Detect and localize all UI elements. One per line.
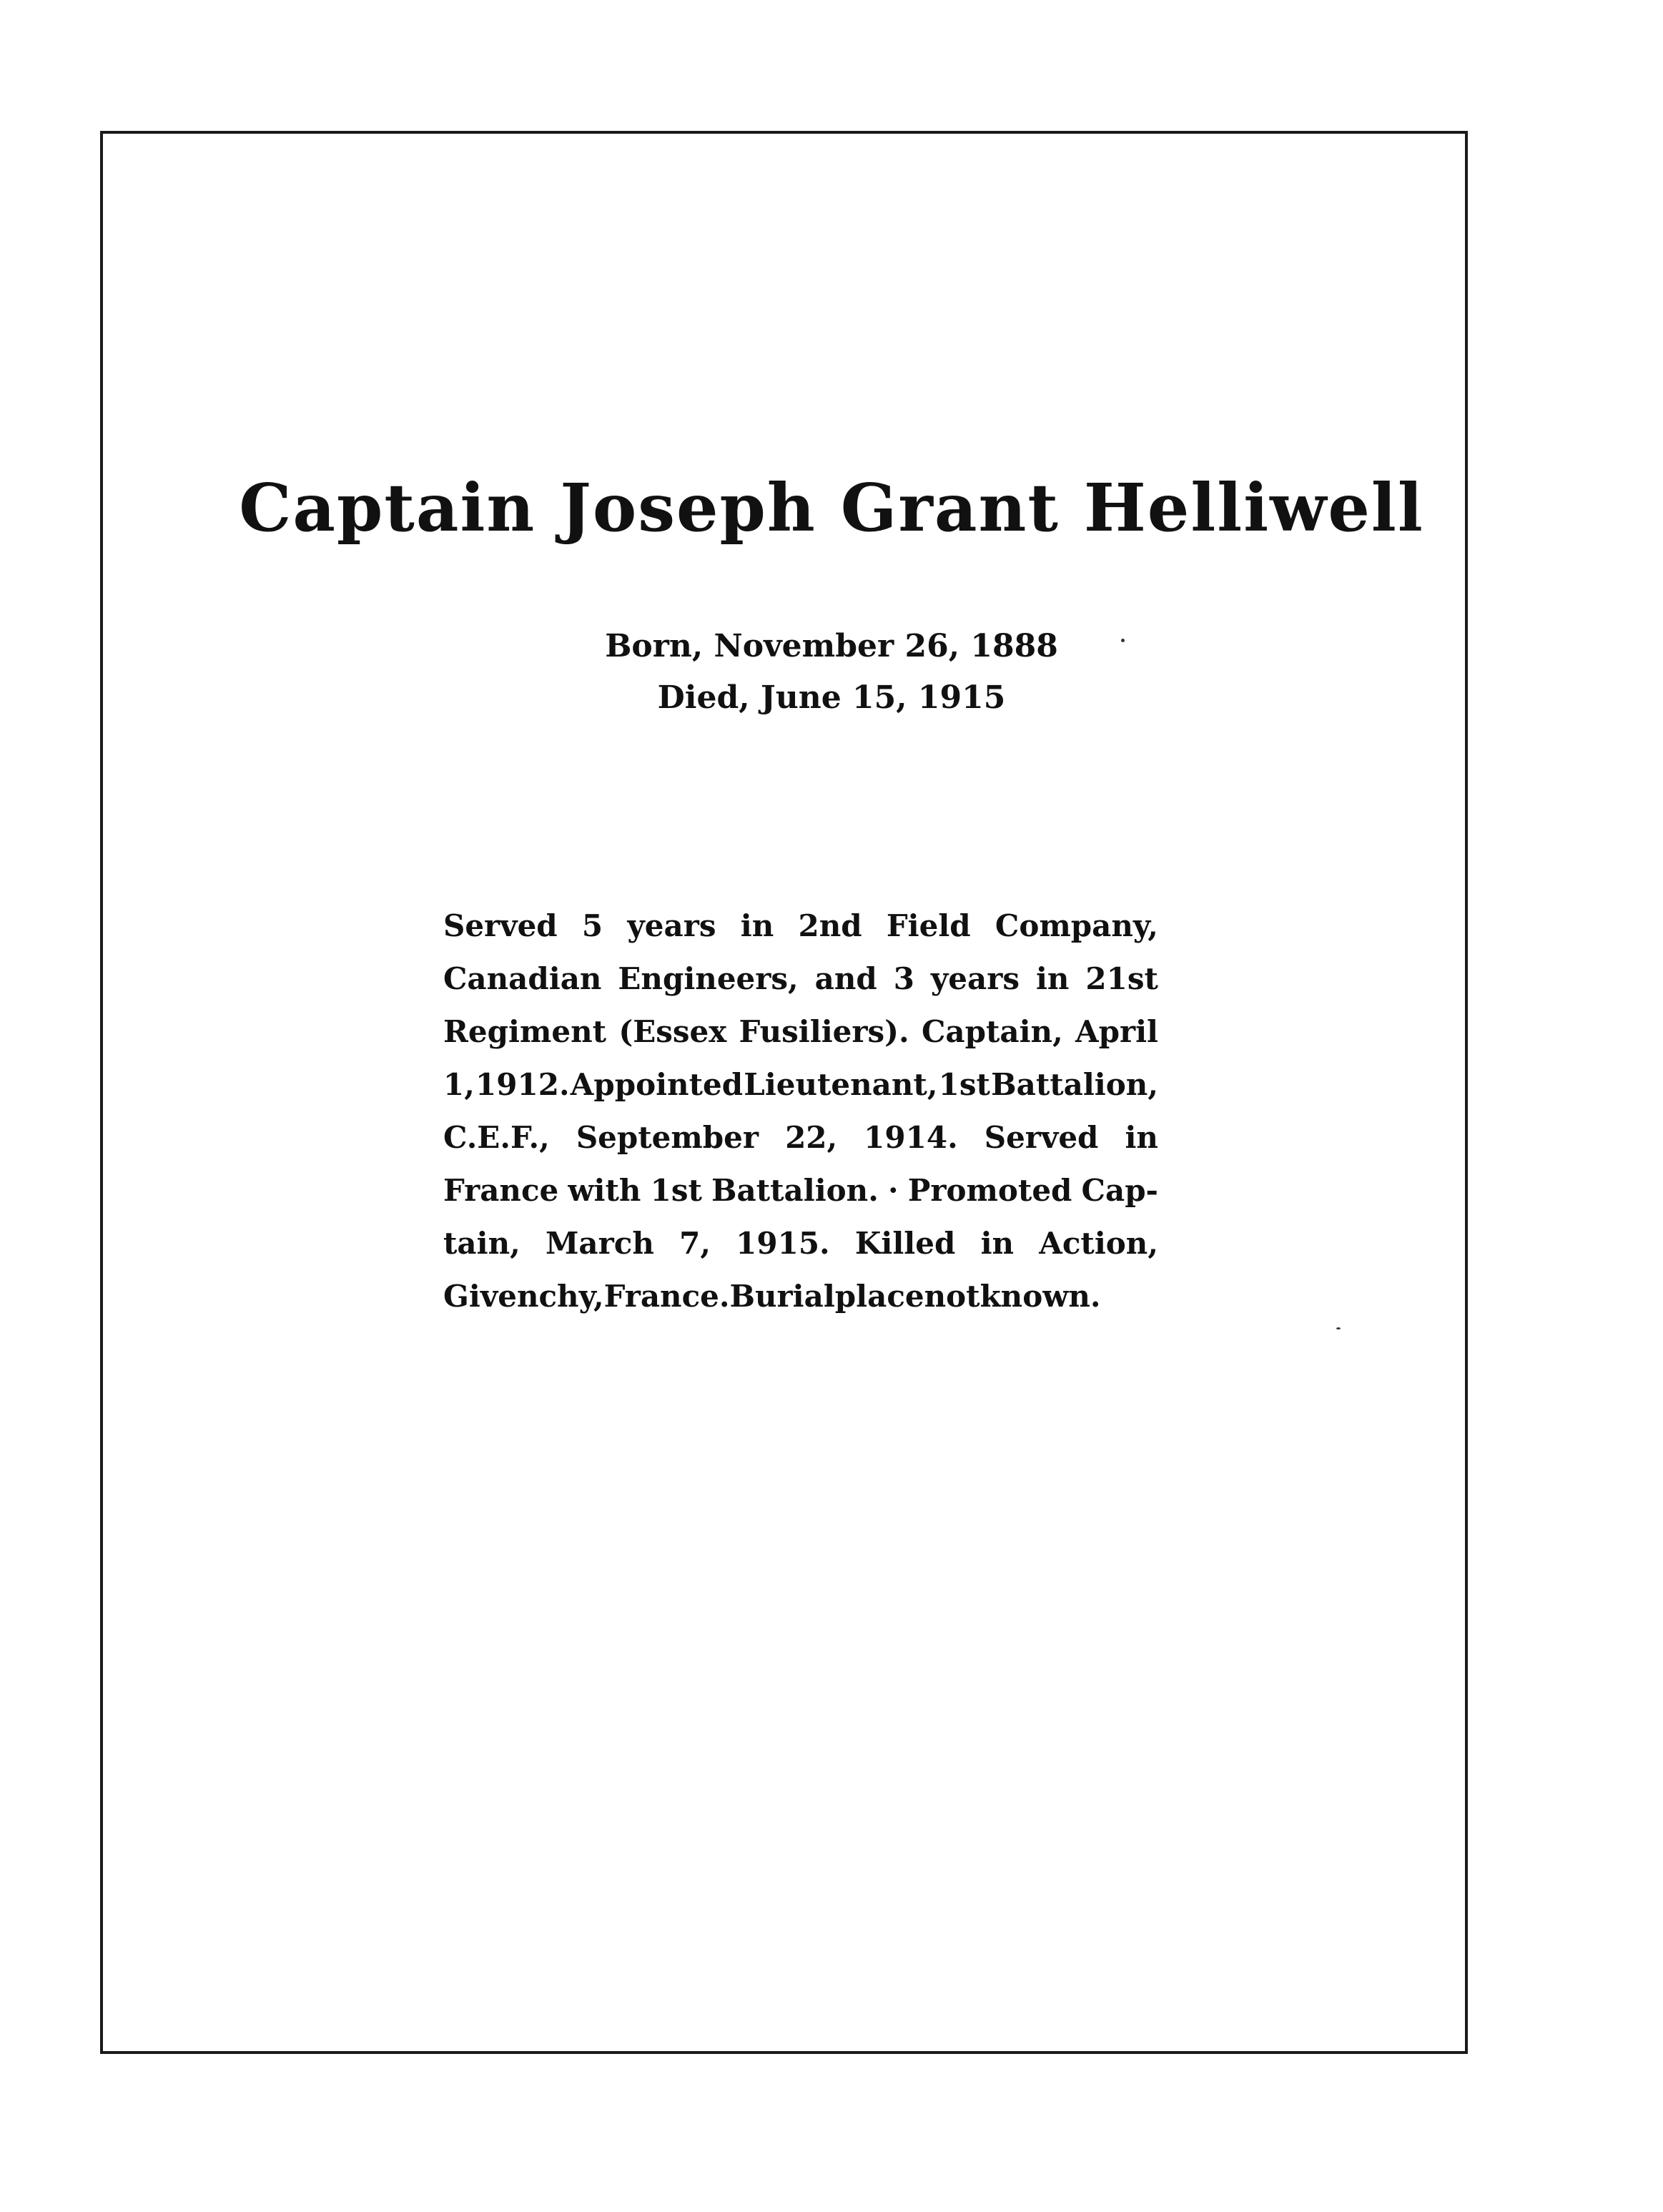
biography-word: Burial — [729, 1279, 835, 1314]
biography-word: 3 — [893, 961, 914, 996]
biography-word: in — [980, 1226, 1015, 1261]
biography-word: Regiment — [443, 1014, 607, 1049]
biography-word: Givenchy, — [443, 1279, 604, 1314]
biography-word: Battalion. — [711, 1173, 879, 1208]
biography-word: 5 — [581, 908, 603, 943]
birth-date: Born, November 26, 1888 — [605, 628, 1058, 664]
biography-word: Fusiliers). — [739, 1014, 909, 1049]
biography-word: Company, — [995, 908, 1158, 943]
biography-word: Lieutenant, — [744, 1067, 938, 1102]
biography-word: Served — [984, 1120, 1099, 1155]
biography-word: France — [443, 1173, 559, 1208]
death-date: Died, June 15, 1915 — [657, 679, 1006, 716]
biography-word: 1915. — [736, 1226, 830, 1261]
biography-word: tain, — [443, 1226, 520, 1261]
biography-word: 2nd — [798, 908, 862, 943]
biography-line — [443, 900, 1158, 953]
biography-line — [443, 1111, 1158, 1164]
biography-word: known. — [979, 1279, 1101, 1314]
biography-paragraph — [443, 900, 1158, 1323]
biography-word: 1912. — [475, 1067, 570, 1102]
page-title: Captain Joseph Grant Helliwell — [239, 469, 1424, 546]
biography-word: in — [1035, 961, 1070, 996]
biography-word: Killed — [854, 1226, 956, 1261]
biography-word: Appointed — [570, 1067, 744, 1102]
biography-word: (Essex — [618, 1014, 727, 1049]
biography-word: Promoted — [907, 1173, 1072, 1208]
biography-word: 1, — [443, 1067, 475, 1102]
biography-word: in — [740, 908, 774, 943]
biography-word: September — [576, 1120, 759, 1155]
biography-line — [443, 1217, 1158, 1270]
scan-speck — [1336, 1327, 1341, 1329]
biography-word: March — [545, 1226, 654, 1261]
biography-line — [443, 1058, 1158, 1111]
biography-word: France. — [603, 1279, 730, 1314]
biography-word: 1914. — [864, 1120, 958, 1155]
biography-word: Field — [886, 908, 971, 943]
biography-line — [443, 1006, 1158, 1058]
biography-word: place — [834, 1279, 924, 1314]
biography-word: not — [924, 1279, 980, 1314]
biography-word: 7, — [679, 1226, 711, 1261]
biography-word: 21st — [1085, 961, 1158, 996]
biography-word: Battalion, — [991, 1067, 1158, 1102]
biography-word: Canadian — [443, 961, 602, 996]
biography-word: 1st — [650, 1173, 702, 1208]
biography-word: 1st — [938, 1067, 990, 1102]
biography-word: 22, — [785, 1120, 838, 1155]
biography-word: Action, — [1039, 1226, 1158, 1261]
biography-word: Captain, — [921, 1014, 1063, 1049]
biography-word: April — [1075, 1014, 1158, 1049]
biography-word: Engineers, — [618, 961, 799, 996]
biography-line — [443, 953, 1158, 1006]
biography-word: Served — [443, 908, 558, 943]
biography-word: with — [568, 1173, 641, 1208]
biography-word: · — [887, 1173, 899, 1208]
biography-word: C.E.F., — [443, 1120, 550, 1155]
biography-word: in — [1125, 1120, 1158, 1155]
biography-line — [443, 1164, 1158, 1217]
biography-word: Cap- — [1081, 1173, 1158, 1208]
biography-word: and — [814, 961, 877, 996]
biography-line — [443, 1270, 1158, 1323]
biography-word: years — [930, 961, 1020, 996]
life-dates — [0, 621, 1663, 724]
scan-speck — [1121, 639, 1125, 642]
biography-word: years — [627, 908, 716, 943]
